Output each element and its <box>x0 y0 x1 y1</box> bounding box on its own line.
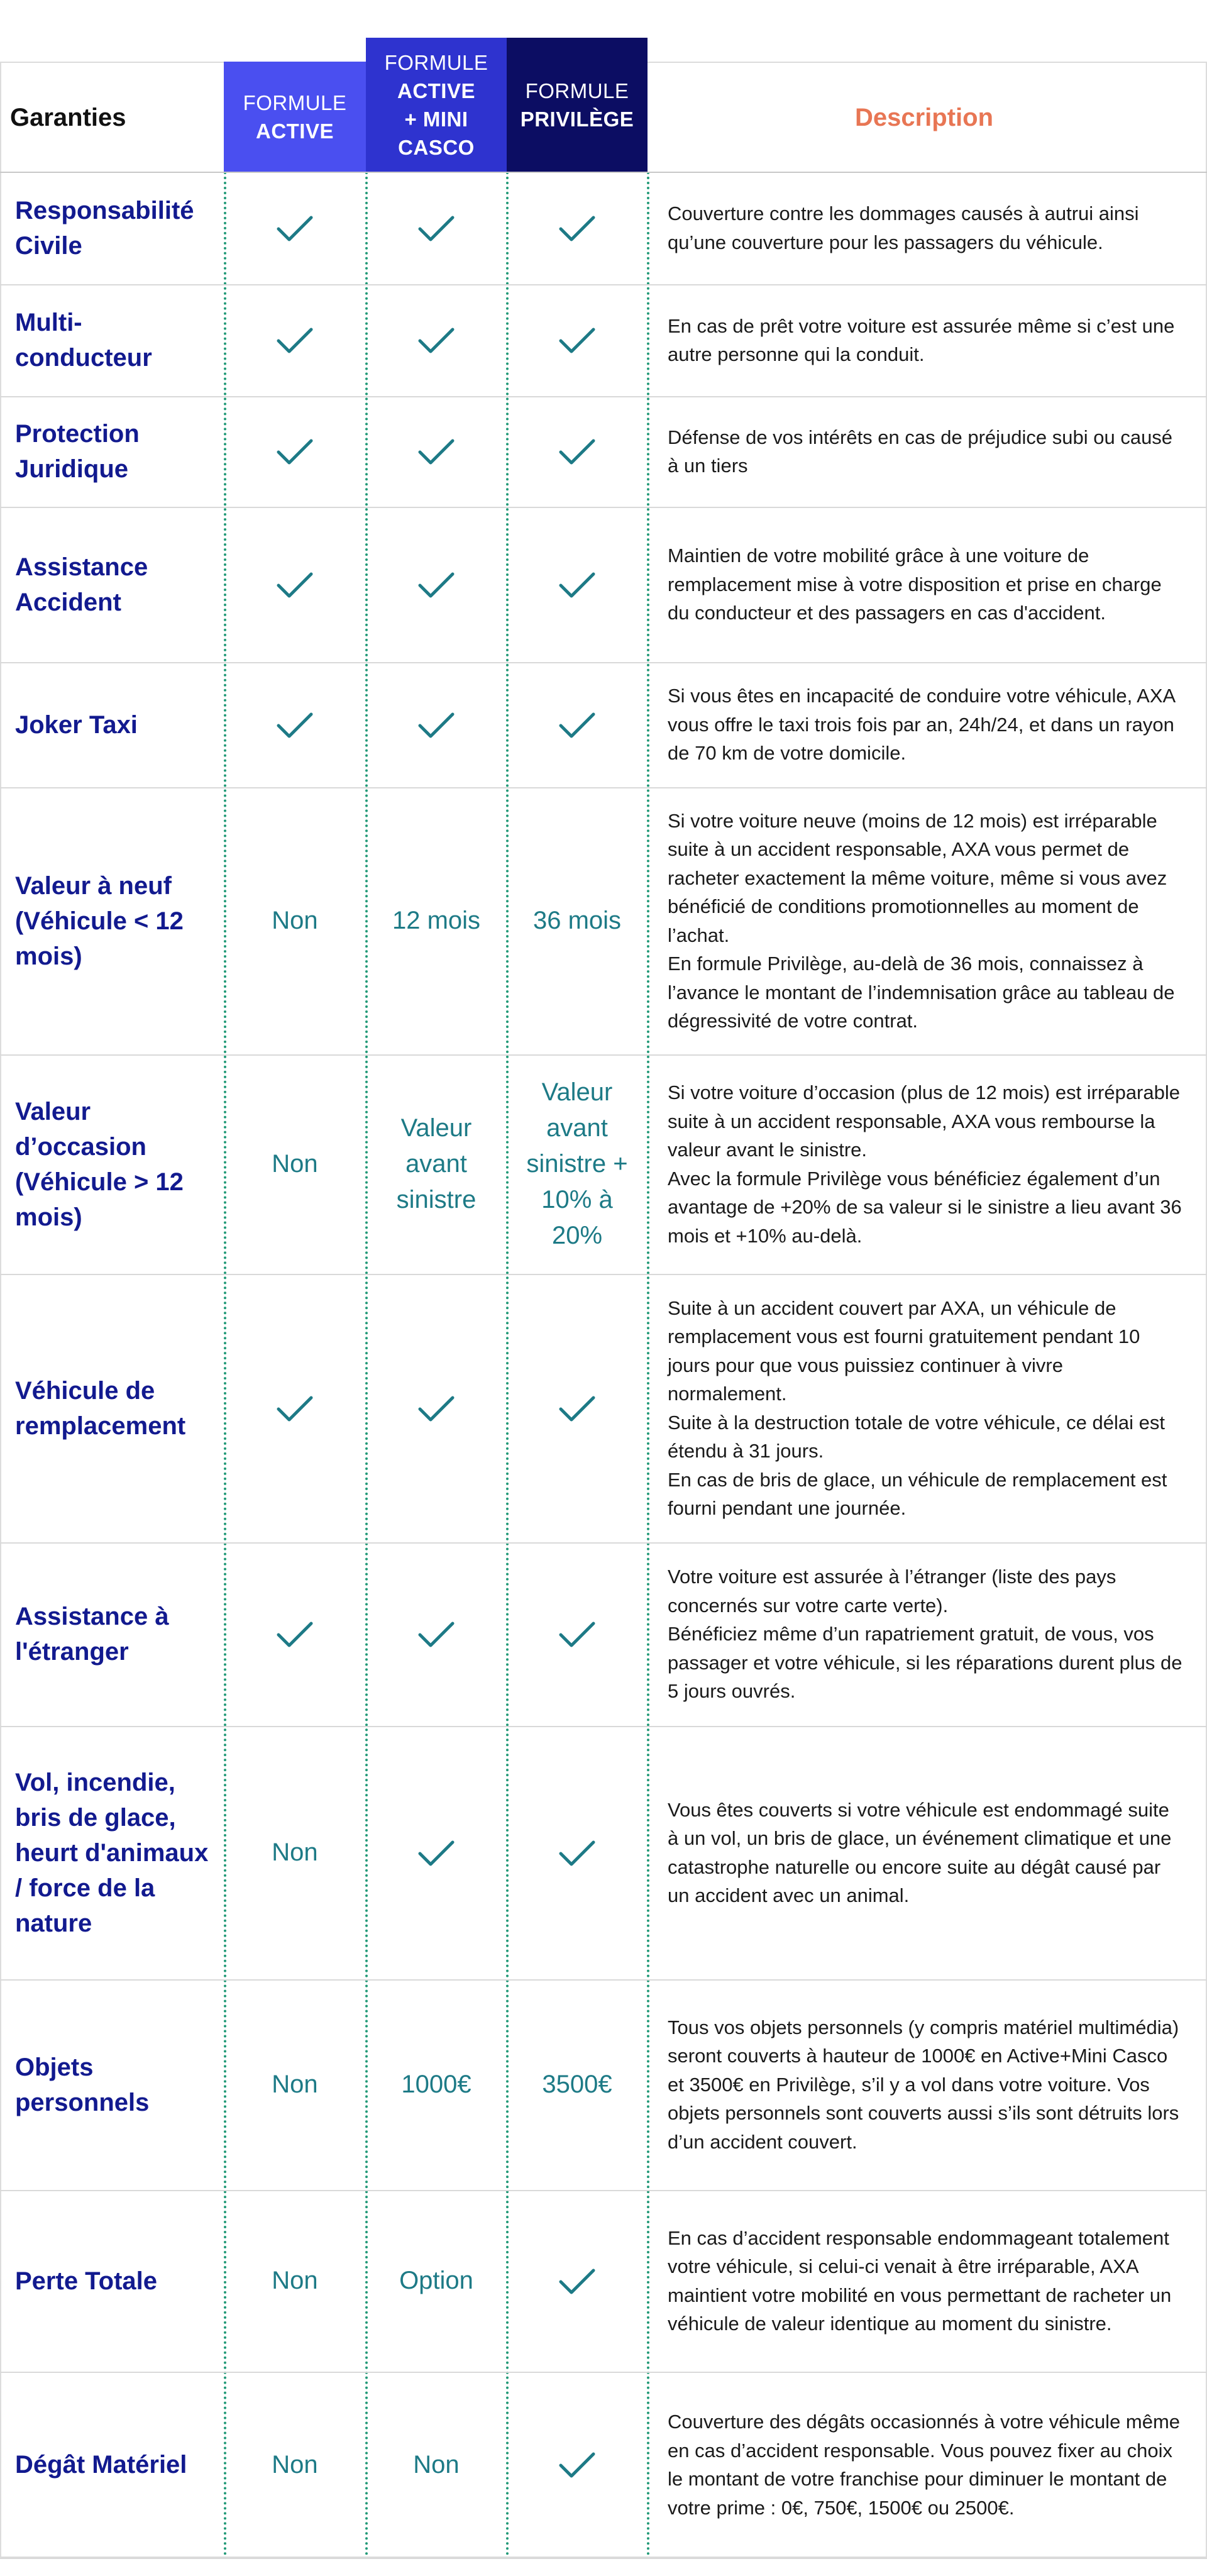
description-header: Description <box>854 104 994 131</box>
checkmark-icon <box>417 326 456 355</box>
description-paragraph: Couverture contre les dommages causés à autrui ainsi qu’une couverture pour les passagers du véhicule. <box>668 202 1139 253</box>
checkmark-icon <box>417 437 456 466</box>
guarantee-name-text: Véhicule de remplacement <box>15 1376 186 1440</box>
guarantee-name <box>15 2190 216 2372</box>
description-paragraph: Suite à un accident couvert par AXA, un véhicule de remplacement vous est fourni gratuitement pendant 10 jours pour que vous puissiez continuer à vivre normalement. <box>668 1296 1140 1405</box>
guarantee-name-text: Responsabilité Civile <box>15 196 194 260</box>
coverage-value-text: Non <box>272 2267 318 2294</box>
formula-active-value <box>224 662 365 787</box>
formula-active-value <box>224 396 365 507</box>
guarantee-name-text: Dégât Matériel <box>15 2451 187 2479</box>
description-paragraph: Couverture des dégâts occasionnés à votre véhicule même en cas d’accident responsable. Vous pouvez fixer au choix le montant de votre franchise pour diminuer le montant de votre prime : 0€, 750€, 1500€ ou 2500€. <box>668 2411 1181 2519</box>
guarantee-name-text: Assistance à l'étranger <box>15 1603 169 1666</box>
formula-mini-value <box>366 1979 507 2190</box>
formula-mini-value <box>366 2372 507 2558</box>
guarantee-name-text: Valeur à neuf (Véhicule < 12 mois) <box>15 871 184 970</box>
description-paragraph: Vous êtes couverts si votre véhicule est endommagé suite à un vol, un bris de glace, un événement climatique et une catastrophe naturelle ou encore suite au dégât causé par un accident avec un animal. <box>668 1798 1172 1906</box>
formula-name: ACTIVE + MINI CASCO <box>397 79 475 159</box>
guarantee-description <box>668 2190 1183 2372</box>
formula-priv-value <box>507 1274 648 1542</box>
formula-active-value <box>224 787 365 1054</box>
description-paragraph: En cas de prêt votre voiture est assurée même si c’est une autre personne qui la conduit. <box>668 314 1175 365</box>
checkmark-icon <box>275 326 314 355</box>
guarantee-name <box>15 1726 216 1979</box>
guarantee-name <box>15 1542 216 1726</box>
coverage-value-text: Non <box>413 2450 460 2479</box>
formula-mini-value <box>366 396 507 507</box>
checkmark-icon <box>417 1394 456 1423</box>
guarantee-name-text: Objets personnels <box>15 2053 150 2116</box>
checkmark-icon <box>417 1838 456 1867</box>
guarantee-description <box>668 2372 1183 2558</box>
guarantee-name <box>15 1054 216 1274</box>
checkmark-icon <box>558 2267 597 2296</box>
guarantee-name-text: Protection Juridique <box>15 420 140 483</box>
checkmark-icon <box>558 710 597 739</box>
guarantee-name <box>15 662 216 787</box>
guarantee-name <box>15 396 216 507</box>
formula-priv-value <box>507 396 648 507</box>
coverage-value-text: Non <box>272 2450 318 2479</box>
description-paragraph: Avec la formule Privilège vous bénéficiez également d’un avantage de +20% de sa valeur si le sinistre a lieu avant 36 mois et +10% au-delà. <box>668 1167 1182 1247</box>
formula-active-value <box>224 1054 365 1274</box>
formula-active-value <box>224 2190 365 2372</box>
guarantee-description <box>668 1054 1183 1274</box>
checkmark-icon <box>275 710 314 739</box>
guarantee-name-text: Multi-conducteur <box>15 309 152 372</box>
checkmark-icon <box>417 570 456 599</box>
formula-label: FORMULE <box>243 91 347 114</box>
formula-mini-value <box>366 507 507 662</box>
coverage-value-text: Non <box>272 1838 318 1866</box>
checkmark-icon <box>417 710 456 739</box>
guarantee-description <box>668 396 1183 507</box>
formula-active-value <box>224 507 365 662</box>
coverage-value-text: 1000€ <box>401 2070 471 2098</box>
formula-priv-value <box>507 284 648 396</box>
formula-priv-value <box>507 1542 648 1726</box>
formula-active-value <box>224 1542 365 1726</box>
checkmark-icon <box>417 214 456 243</box>
formula-priv-value <box>507 1979 648 2190</box>
formula-active-value <box>224 1726 365 1979</box>
coverage-value-text: Option <box>399 2267 473 2294</box>
description-paragraph: Si vous êtes en incapacité de conduire votre véhicule, AXA vous offre le taxi trois fois par an, 24h/24, et dans un rayon de 70 km de votre domicile. <box>668 685 1175 765</box>
formula-name: PRIVILÈGE <box>520 107 634 131</box>
formula-priv-value <box>507 2190 648 2372</box>
description-paragraph: Si votre voiture neuve (moins de 12 mois) est irréparable suite à un accident responsable, AXA vous permet de racheter exactement la même voiture, même si vous avez bénéficié de conditions promotionnelles au moment de l’achat. <box>668 809 1167 946</box>
formula-label: FORMULE <box>525 79 629 102</box>
checkmark-icon <box>275 214 314 243</box>
coverage-value-text: 3500€ <box>542 2070 612 2098</box>
description-paragraph: Votre voiture est assurée à l’étranger (liste des pays concernés sur votre carte verte). <box>668 1566 1116 1617</box>
formula-active-value <box>224 1274 365 1542</box>
guarantee-name <box>15 284 216 396</box>
description-paragraph: Si votre voiture d’occasion (plus de 12 mois) est irréparable suite à un accident responsable, AXA vous rembourse la valeur avant le sinistre. <box>668 1081 1180 1161</box>
guarantee-description <box>668 284 1183 396</box>
coverage-value-text: Valeur avant sinistre + 10% à 20% <box>526 1078 628 1249</box>
formula-name: ACTIVE <box>255 119 334 143</box>
coverage-value-text: Non <box>272 1150 318 1178</box>
description-paragraph: Suite à la destruction totale de votre véhicule, ce délai est étendu à 31 jours. <box>668 1411 1165 1462</box>
formula-active-value <box>224 172 365 284</box>
formula-mini-value <box>366 787 507 1054</box>
row-divider <box>0 2558 1207 2559</box>
description-paragraph: Maintien de votre mobilité grâce à une voiture de remplacement mise à votre disposition et prise en charge du conducteur et des passagers en cas d'accident. <box>668 544 1162 624</box>
guarantee-description <box>668 1979 1183 2190</box>
coverage-value-text: Non <box>272 907 318 934</box>
coverage-value-text: Valeur avant sinistre <box>396 1114 477 1213</box>
formula-active-header <box>224 62 366 172</box>
guarantee-name <box>15 1274 216 1542</box>
formula-active-value <box>224 284 365 396</box>
checkmark-icon <box>558 1838 597 1867</box>
formula-priv-value <box>507 662 648 787</box>
guarantee-description <box>668 172 1183 284</box>
formula-mini-value <box>366 284 507 396</box>
formula-priv-value <box>507 787 648 1054</box>
formula-privilege-header <box>507 38 648 172</box>
formula-mini-casco-header <box>366 38 507 172</box>
checkmark-icon <box>558 1620 597 1649</box>
guarantee-name-text: Assistance Accident <box>15 553 148 616</box>
formula-priv-value <box>507 2372 648 2558</box>
formula-mini-value <box>366 2190 507 2372</box>
formula-priv-value <box>507 1054 648 1274</box>
checkmark-icon <box>417 1620 456 1649</box>
formula-label: FORMULE <box>384 50 488 74</box>
guarantee-name <box>15 507 216 662</box>
description-paragraph: Tous vos objets personnels (y compris matériel multimédia) seront couverts à hauteur de 1000€ en Active+Mini Casco et 3500€ en Privilège, s’il y a vol dans votre voiture. Vos objets personnels sont couverts aussi s’ils sont détruits lors d’un accident couvert. <box>668 2016 1179 2153</box>
guarantee-name-text: Vol, incendie, bris de glace, heurt d'animaux / force de la nature <box>15 1768 209 1937</box>
checkmark-icon <box>275 570 314 599</box>
guarantee-name <box>15 1979 216 2190</box>
description-paragraph: En cas de bris de glace, un véhicule de remplacement est fourni pendant une journée. <box>668 1468 1167 1519</box>
guarantee-description <box>668 1542 1183 1726</box>
formula-mini-value <box>366 172 507 284</box>
checkmark-icon <box>275 1620 314 1649</box>
guarantee-description <box>668 662 1183 787</box>
coverage-value-text: 36 mois <box>532 907 622 934</box>
checkmark-icon <box>558 570 597 599</box>
checkmark-icon <box>275 1394 314 1423</box>
guarantee-name-text: Perte Totale <box>15 2267 157 2295</box>
formula-mini-value <box>366 1274 507 1542</box>
guarantee-name <box>15 787 216 1054</box>
checkmark-icon <box>558 2450 597 2479</box>
guarantee-name <box>15 172 216 284</box>
checkmark-icon <box>275 437 314 466</box>
garanties-header: Garanties <box>10 104 126 131</box>
formula-mini-value <box>366 1542 507 1726</box>
formula-mini-value <box>366 662 507 787</box>
guarantee-description <box>668 1274 1183 1542</box>
coverage-value-text: 12 mois <box>392 907 481 934</box>
guarantee-name <box>15 2372 216 2558</box>
checkmark-icon <box>558 326 597 355</box>
formula-priv-value <box>507 172 648 284</box>
guarantee-description <box>668 787 1183 1054</box>
guarantee-name-text: Valeur d’occasion (Véhicule > 12 mois) <box>15 1097 184 1231</box>
description-paragraph: En cas d’accident responsable endommageant totalement votre véhicule, si celui-ci venait à être irréparable, AXA maintient votre mobilité en vous permettant de racheter un véhicule de valeur identique au moment du sinistre. <box>668 2226 1172 2335</box>
formula-priv-value <box>507 507 648 662</box>
guarantee-name-text: Joker Taxi <box>15 710 138 739</box>
guarantee-description <box>668 507 1183 662</box>
formula-active-value <box>224 2372 365 2558</box>
checkmark-icon <box>558 437 597 466</box>
formula-mini-value <box>366 1054 507 1274</box>
checkmark-icon <box>558 214 597 243</box>
formula-priv-value <box>507 1726 648 1979</box>
coverage-value-text: Non <box>272 2070 318 2098</box>
description-paragraph: Défense de vos intérêts en cas de préjudice subi ou causé à un tiers <box>668 426 1173 477</box>
description-paragraph: En formule Privilège, au-delà de 36 mois, connaissez à l’avance le montant de l’indemnisation grâce au tableau de dégressivité de votre contrat. <box>668 953 1175 1032</box>
formula-mini-value <box>366 1726 507 1979</box>
guarantee-description <box>668 1726 1183 1979</box>
formula-active-value <box>224 1979 365 2190</box>
checkmark-icon <box>558 1394 597 1423</box>
description-paragraph: Bénéficiez même d’un rapatriement gratuit, de vous, vos passager et votre véhicule, si les réparations durent plus de 5 jours ouvrés. <box>668 1623 1182 1703</box>
